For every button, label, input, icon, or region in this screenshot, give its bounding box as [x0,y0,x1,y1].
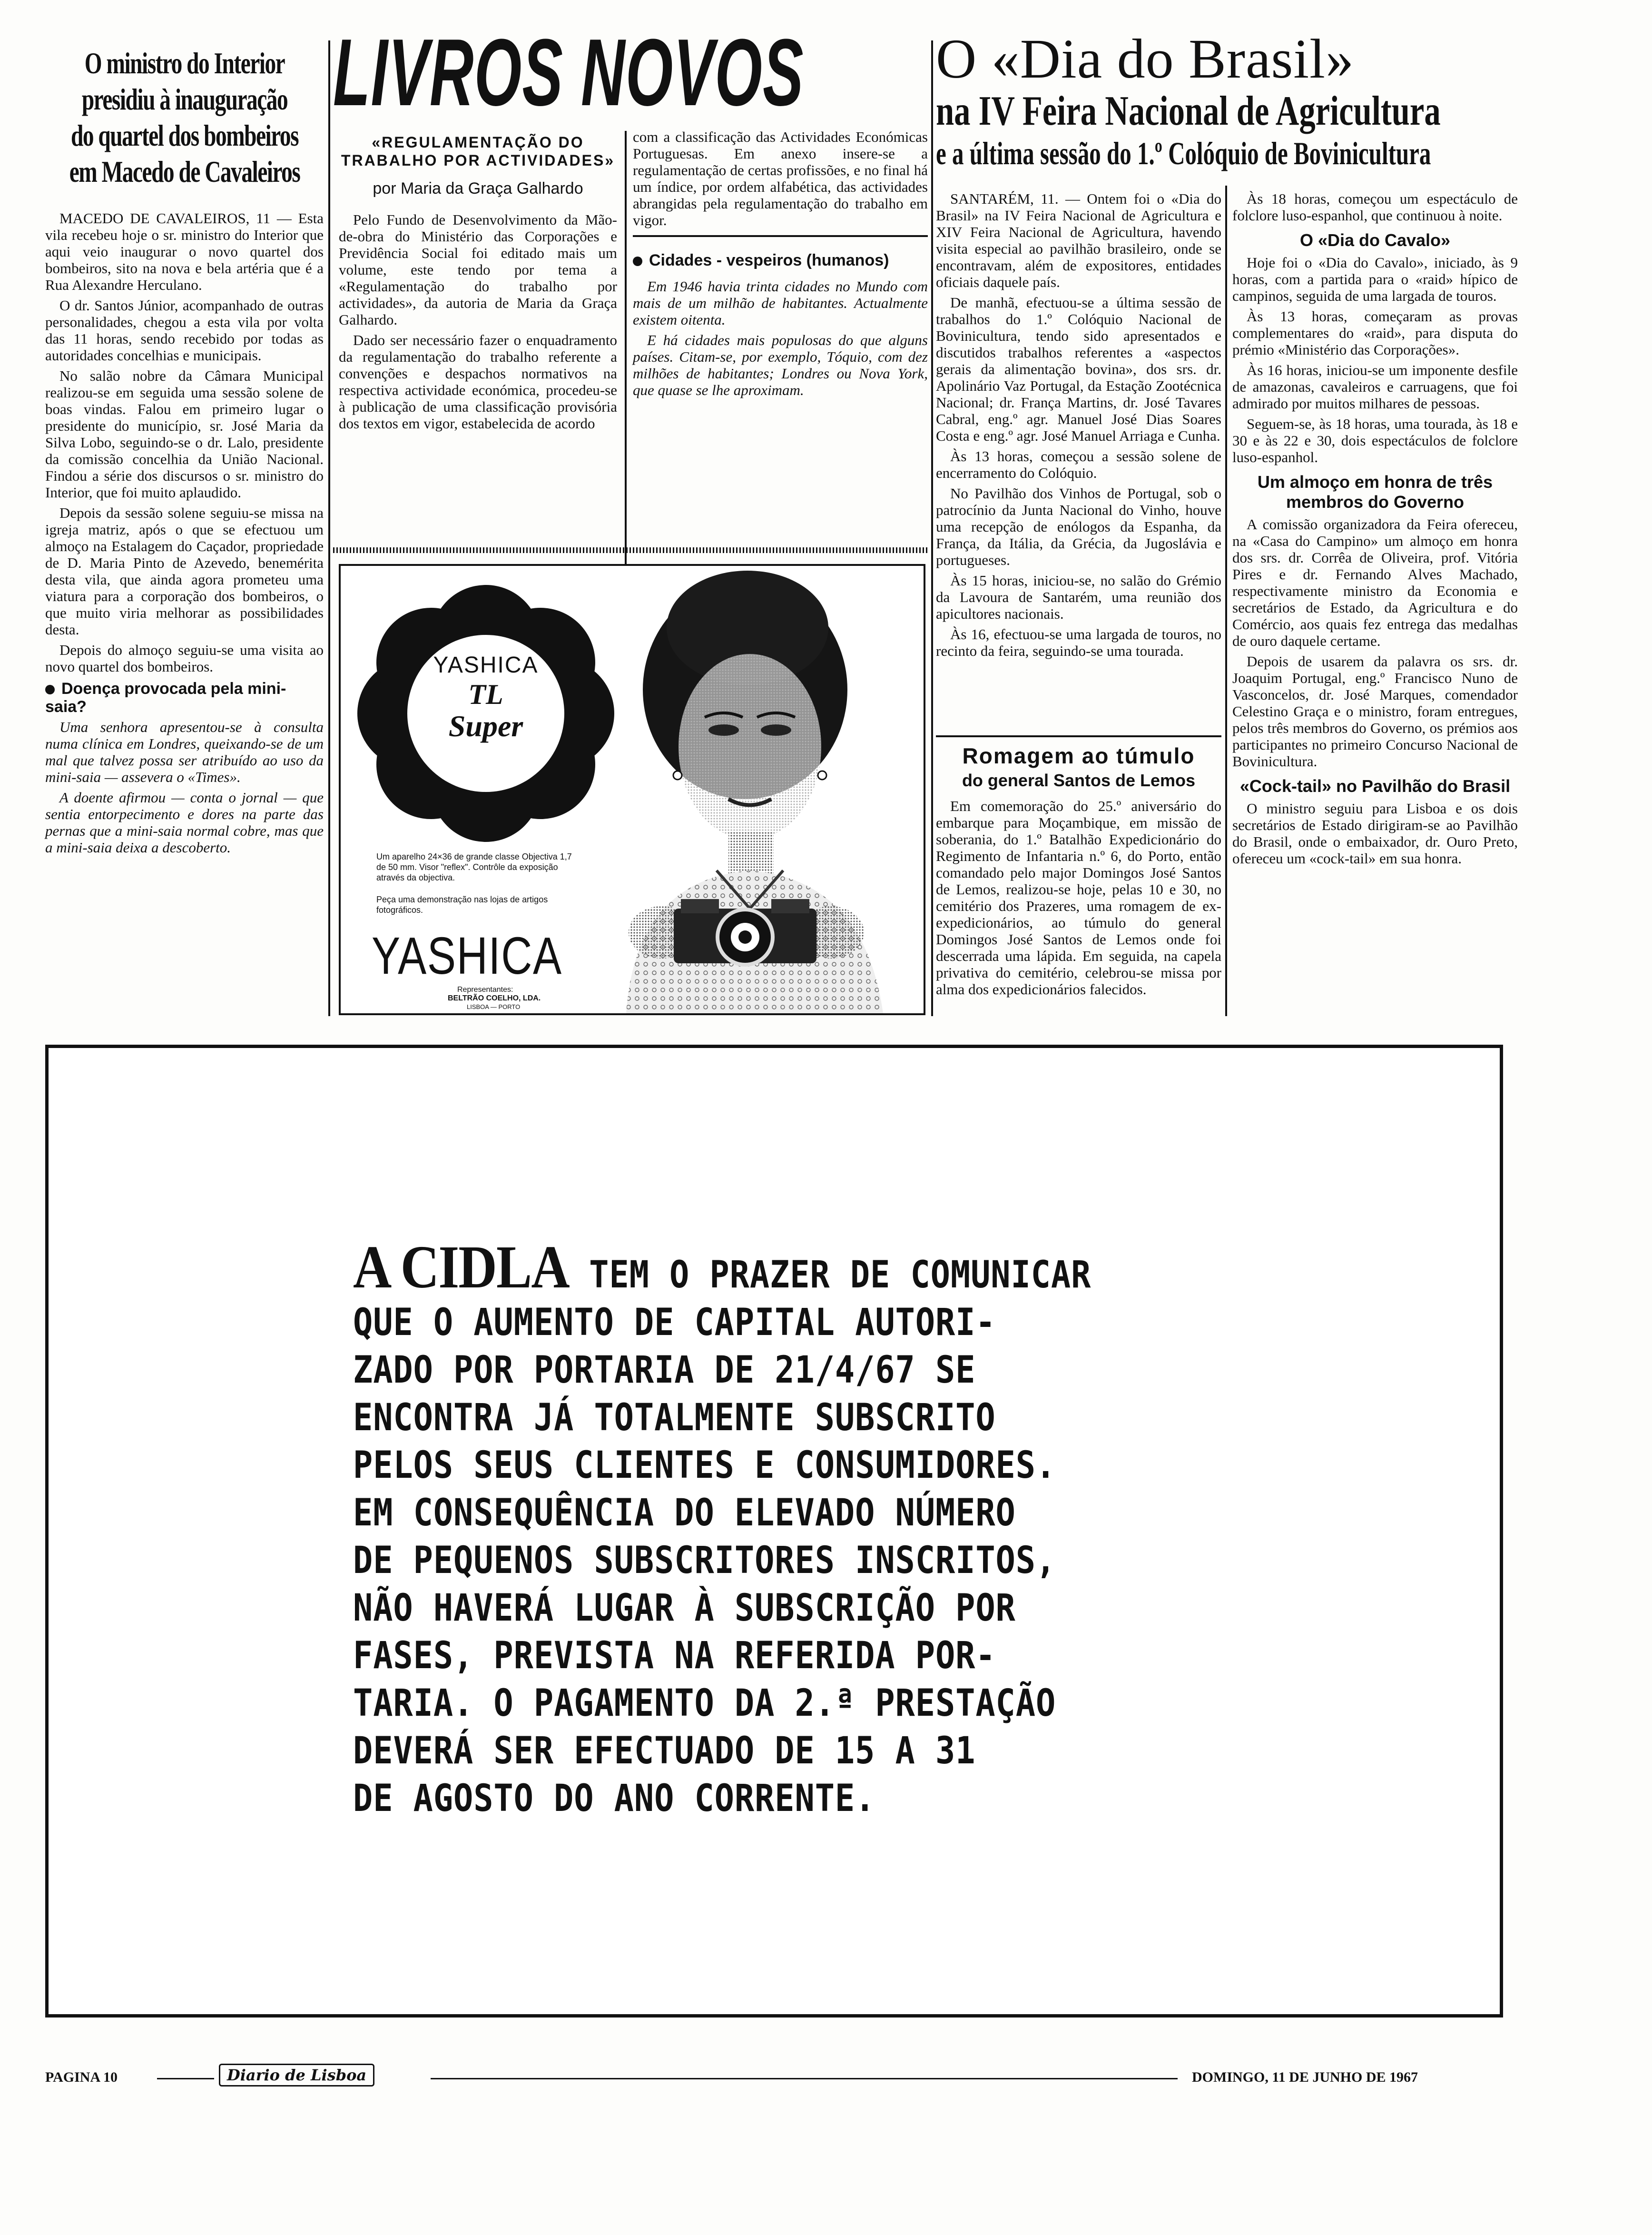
badge-brand: YASHICA [433,653,539,678]
paragraph: Em 1946 havia trinta cidades no Mundo com mais de um milhão de habitantes. Actualmente existem oitenta. [633,278,928,328]
section-rule [633,235,928,237]
paragraph: MACEDO DE CAVALEIROS, 11 — Esta vila recebeu hoje o sr. ministro do Interior que aqui veio inaugurar o novo quartel dos bombeiros, sito na nova e bela artéria que é a Rua Alexandre Herculano. [45,210,324,293]
headline-brasil-1: O «Dia do Brasil» [936,28,1354,90]
footer-newspaper-logo [219,2064,374,2087]
paragraph: A doente afirmou — conta o jornal — que sentia entorpecimento e dores na parte das pernas que a mini-saia normal cobre, mas que a mini-saia deixa a descoberto. [45,789,324,856]
paragraph: Dado ser necessário fazer o enquadramento da regulamentação do trabalho referente a convenções e despachos normativos na respectiva actividade económica, procedeu-se à publicação de uma classificação provisória dos textos em vigor, estabelecida de acordo [339,332,617,432]
headline-line: presidiu à inauguração [81,82,288,116]
decorative-hatch-rule [333,547,928,553]
paragraph: Seguem-se, às 18 horas, uma tourada, às 18 e 30 e às 22 e 30, dois espectáculos de folclore luso-espanhol. [1232,415,1518,465]
footer-rule [157,2078,214,2079]
subhead-dia-do-cavalo: O «Dia do Cavalo» [1299,230,1451,250]
headline-brasil-3: e a última sessão do 1.º Colóquio de Bovinicultura [936,135,1431,171]
paragraph: com a classificação das Actividades Económicas Portuguesas. Em anexo insere-se a regulamentação de certas profissões, e no final há um índice, por ordem alfabética, das actividades abrangidas pela regulamentação do trabalho em vigor. [633,129,928,228]
cidla-line: QUE O AUMENTO DE CAPITAL AUTORI- [353,1301,996,1344]
brief-title-text: Cidades - vespeiros (humanos) [649,251,889,269]
cidla-line: ZADO POR PORTARIA DE 21/4/67 SE [353,1349,976,1392]
yashica-flower-badge [357,585,614,842]
livros-byline: por Maria da Graça Galhardo [373,179,583,198]
cidla-line: ENCONTRA JÁ TOTALMENTE SUBSCRITO [353,1396,996,1439]
cidla-ad-text [353,1233,1305,1822]
paragraph: Às 18 horas, começou um espectáculo de folclore luso-espanhol, que continuou à noite. [1232,190,1518,224]
romagem-subtitle: do general Santos de Lemos [962,771,1196,790]
article-dia-do-brasil [936,29,1509,173]
article-romagem [936,742,1221,1001]
paragraph: SANTARÉM, 11. — Ontem foi o «Dia do Brasil» na IV Feira Nacional de Agricultura e XIV Feira Nacional de Agricultura, havendo visita especial ao pavilhão brasileiro, onde se encontravam, além de expositores, entidades oficiais daquele país. [936,190,1221,290]
headline-brasil-2: na IV Feira Nacional de Agricultura [936,88,1441,134]
badge-model: TL [468,679,503,710]
newspaper-name: Diario de Lisboa [227,2066,367,2084]
paragraph: O ministro seguiu para Lisboa e os dois secretários de Estado dirigiram-se ao Pavilhão do Brasil, onde o embaixador, dr. Ouro Preto, ofereceu um «cock-tail» em sua honra. [1232,800,1518,867]
yashica-rep-cities: LISBOA — PORTO [467,1003,521,1010]
paragraph: Depois da sessão solene seguiu-se missa na igreja matriz, após o que se efectuou um almoço na Estalagem do Caçador, propriedade de D. Maria Pinto de Azevedo, benemérita desta vila, que ainda agora prometeu uma viatura para a corporação dos bombeiros, o que muito viria melhorar as possibilidades desta. [45,504,324,638]
headline-line: do quartel dos bombeiros [70,119,299,152]
yashica-rep-label: Representantes: [457,986,513,994]
headline-line: em Macedo de Cavaleiros [69,155,300,188]
paragraph: Depois do almoço seguiu-se uma visita ao novo quartel dos bombeiros. [45,642,324,675]
yashica-cta: Peça uma demonstração nas lojas de artigos fotográficos. [376,895,548,915]
livros-book-title: «REGULAMENTAÇÃO DO TRABALHO POR ACTIVIDADES» [341,134,615,169]
paragraph: De manhã, efectuou-se a última sessão de trabalhos do 1.º Colóquio Nacional de Bovinicultura, tendo sido apresentados e discutidos trabalhos referentes a «aspectos gerais da alimentação bovina», dos srs. dr. Apolinário Vaz Portugal, da Estação Zootécnica Nacional; dr. França Martins, dr. José Tavares Cabral, eng.º agr. Manuel José Dias Soares Costa e eng.º agr. José Manuel Arriaga e Cunha. [936,294,1221,444]
cidla-line: TARIA. O PAGAMENTO DA 2.ª PRESTAÇÃO [353,1682,1056,1725]
masthead-livros-novos: LIVROS NOVOS [333,20,804,126]
brasil-column-b [1232,190,1518,870]
paragraph: A comissão organizadora da Feira ofereceu, na «Casa do Campino» um almoço em honra dos srs. dr. Corrêa de Oliveira, prof. Vitória Pires e dr. Fernando Alves Machado, respectivamente ministro da Economia e secretários de Estado, da Agricultura e do Comércio, aos quais fez entrega das medalhas de ouro daquele certame. [1232,516,1518,649]
column-rule [1225,186,1227,1016]
yashica-advertisement [339,564,925,1015]
cidla-line: PELOS SEUS CLIENTES E CONSUMIDORES. [353,1444,1056,1487]
bullet-icon [633,257,642,266]
model-with-camera-image [607,566,924,1013]
paragraph: Pelo Fundo de Desenvolvimento da Mão-de-obra do Ministério das Corporações e Previdência Social foi editado mais um volume, este tendo por tema a «Regulamentação do trabalho por actividades», da autoria de Maria da Graça Galhardo. [339,211,617,328]
paragraph: Às 16, efectuou-se uma largada de touros, no recinto da feira, seguindo-se uma tourada. [936,626,1221,659]
paragraph: Hoje foi o «Dia do Cavalo», iniciado, às 9 horas, com a partida para o «raid» hípico de campinos, seguida de uma largada de touros. [1232,254,1518,304]
subhead-cocktail: «Cock-tail» no Pavilhão do Brasil [1239,776,1511,796]
cidla-line: DEVERÁ SER EFECTUADO DE 15 A 31 [353,1730,976,1772]
livros-column-b [633,129,928,402]
paragraph: Às 13 horas, começou a sessão solene de encerramento do Colóquio. [936,448,1221,481]
cidla-line: EM CONSEQUÊNCIA DO ELEVADO NÚMERO [353,1492,1016,1534]
cidla-line: FASES, PREVISTA NA REFERIDA POR- [353,1634,996,1677]
paragraph: Às 16 horas, iniciou-se um imponente desfile de amazonas, cavaleiros e carruagens, que foi admirado por muitos milhares de pessoas. [1232,362,1518,412]
cidla-brand: A CIDLA [353,1233,569,1301]
paragraph: Em comemoração do 25.º aniversário do embarque para Moçambique, em missão de soberania, do 1.º Batalhão Expedicionário do Regimento de Infantaria n.º 6, do Porto, então comandado pelo major Domingos José Santos de Lemos, realizou-se hoje, pelas 10 e 30, no cemitério dos Prazeres, uma romagem de ex-expedicionários, ao túmulo do general Domingos José Santos de Lemos onde foi descerrada uma lápida. Em seguida, na capela privativa do cemitério, celebrou-se missa por alma dos expedicionários falecidos. [936,798,1221,998]
paragraph: Às 15 horas, iniciou-se, no salão do Grémio da Lavoura de Santarém, uma reunião dos apicultores nacionais. [936,572,1221,622]
column-rule [931,40,933,1016]
footer-date: DOMINGO, 11 DE JUNHO DE 1967 [1192,2069,1418,2085]
yashica-logo: YASHICA [372,927,562,985]
paragraph: Às 13 horas, começaram as provas complementares do «raid», para disputa do prémio «Ministério das Corporações». [1232,308,1518,358]
headline-line: O ministro do Interior [84,46,285,80]
section-rule [936,735,1221,737]
paragraph: No Pavilhão dos Vinhos de Portugal, sob o patrocínio da Junta Nacional do Vinho, houve uma recepção de enólogos da Espanha, da França, da Itália, da Grécia, da Jugoslávia e portugueses. [936,485,1221,568]
brief-title-cidades [633,251,928,269]
cidla-line: DE AGOSTO DO ANO CORRENTE. [353,1777,875,1820]
livros-column-a [339,133,617,435]
yashica-rep-name: BELTRÃO COELHO, LDA. [448,994,541,1002]
column-rule [328,40,330,1016]
footer-rule [431,2078,1178,2079]
cidla-line: NÃO HAVERÁ LUGAR À SUBSCRIÇÃO POR [353,1587,1016,1630]
badge-variant: Super [448,709,523,743]
paragraph: E há cidades mais populosas do que alguns países. Citam-se, por exemplo, Tóquio, com dez milhões de habitantes; Londres ou Nova York, que quase se lhe aproximam. [633,332,928,398]
paragraph: Uma senhora apresentou-se à consulta numa clínica em Londres, queixando-se de um mal que talvez possa ser atribuído ao uso da mini-saia — assevera o «Times». [45,719,324,785]
cidla-first-line [353,1233,1190,1301]
cidla-advertisement [45,1045,1503,2017]
subhead-almoco: Um almoço em honra de três membros do Governo [1257,472,1493,512]
paragraph: No salão nobre da Câmara Municipal realizou-se em seguida uma sessão solene de boas vindas. Falou em primeiro lugar o presidente do município, sr. José Maria da Silva Lobo, seguindo-se o dr. Lalo, presidente da comissão concelhia da União Nacional. Findou a série dos discursos o sr. ministro do Interior, que foi muito aplaudido. [45,367,324,501]
brief-title-text: Doença provocada pela mini-saia? [45,680,286,716]
bullet-icon [45,685,55,694]
paragraph: Depois de usarem da palavra os srs. dr. Joaquim Portugal, eng.º Francisco Nuno de Vasconcelos, dr. José Marques, comendador Celestino Graça e o ministro, foram entregues, pelos três membros do Governo, os prémios aos participantes no primeiro Concurso Nacional de Bovinicultura. [1232,653,1518,770]
cidla-line: TEM O PRAZER DE COMUNICAR [589,1254,1092,1296]
brief-title-mini-saia [45,680,324,716]
headline-ministro [46,45,324,190]
yashica-tagline: Um aparelho 24×36 de grande classe Objectiva 1,7 de 50 mm. Visor "reflex". Contrôle da exposição através da objectiva. [376,852,572,882]
badge-text [407,652,564,743]
brasil-column-a [936,190,1221,663]
article-ministro-interior [45,45,324,860]
paragraph: O dr. Santos Júnior, acompanhado de outras personalidades, chegou a esta vila por volta das 11 horas, sendo recebido por todas as autoridades concelhias e municipais. [45,297,324,364]
cidla-line: DE PEQUENOS SUBSCRITORES INSCRITOS, [353,1539,1056,1582]
romagem-title: Romagem ao túmulo [962,743,1195,768]
footer-page-number: PAGINA 10 [45,2069,118,2085]
